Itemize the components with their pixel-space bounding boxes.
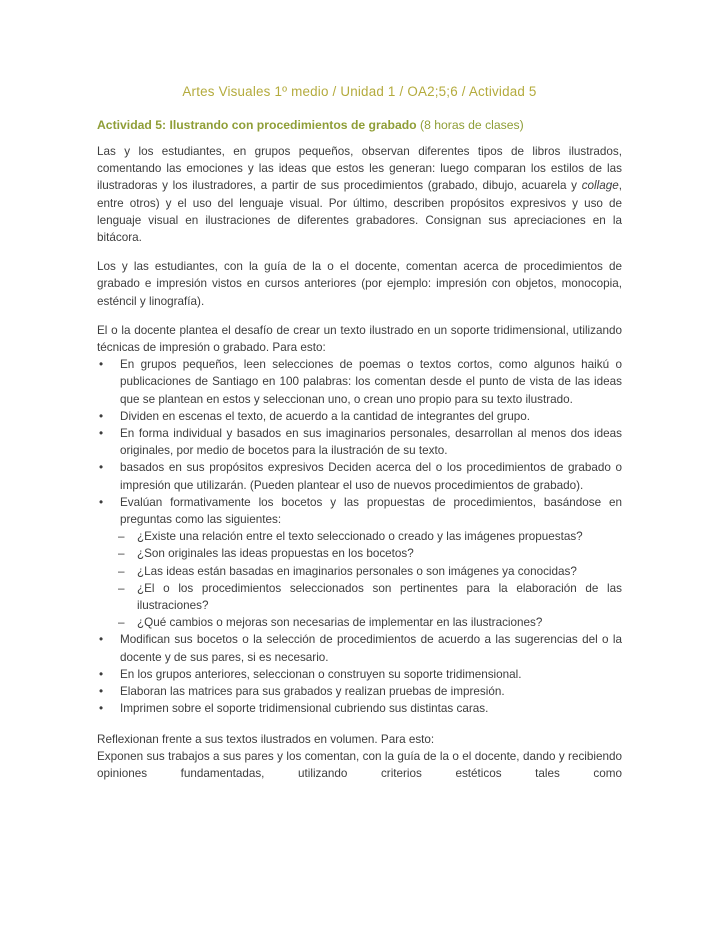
list-item-text: Modifican sus bocetos o la selección de procedimientos de acuerdo a las sugerencias del o la docente y de sus pares, si es necesario. [120,633,622,664]
list-item-text: En grupos pequeños, leen selecciones de poemas o textos cortos, como algunos haikú o publicaciones de Santiago en 100 palabras: los comentan desde el punto de vista de las ideas que se plantean en estos y seleccionan uno, o crean uno propio para su texto ilustrado. [120,358,622,406]
sub-list-item-text: ¿Qué cambios o mejoras son necesarias de implementar en las ilustraciones? [137,616,543,630]
bullet-marker: • [99,702,104,716]
closing-paragraph-expose: Exponen sus trabajos a sus pares y los comentan, con la guía de la o el docente, dando y recibiendo opiniones fundamentadas, utilizando criterios estéticos tales como [97,749,622,780]
activity-heading [97,118,622,132]
bullet-marker: • [99,427,104,441]
paragraph-prior-knowledge: Los y las estudiantes, con la guía de la o el docente, comentan acerca de procedimientos de grabado e impresión vistos en cursos anteriores (por ejemplo: impresión con objetos, monocopia, esténcil y linografía). [97,260,622,308]
bullet-list [97,356,622,717]
sub-list-item [118,563,622,580]
dash-marker: – [118,530,125,544]
document-title: Artes Visuales 1º medio / Unidad 1 / OA2;5;6 / Actividad 5 [182,84,537,99]
list-item-text: basados en sus propósitos expresivos Deciden acerca del o los procedimientos de grabado o impresión que utilizarán. (Pueden plantear el uso de nuevos procedimientos de grabado). [120,461,622,492]
paragraph-challenge: El o la docente plantea el desafío de crear un texto ilustrado en un soporte tridimensional, utilizando técnicas de impresión o grabado. Para esto: [97,323,622,355]
list-item-text: En los grupos anteriores, seleccionan o construyen su soporte tridimensional. [120,667,522,681]
bullet-marker: • [99,461,104,475]
dash-marker: – [118,581,125,595]
list-item [97,425,622,459]
sub-list-item [118,580,622,614]
sub-list-item [118,614,622,631]
sub-list-item [118,528,622,545]
list-item [97,408,622,425]
dash-marker: – [118,616,125,630]
list-item [97,356,622,408]
bullet-marker: • [99,633,104,647]
list-item [97,666,622,683]
sub-list-item-text: ¿El o los procedimientos seleccionados son pertinentes para la elaboración de las ilustraciones? [137,581,622,613]
list-item [97,459,622,493]
bullet-marker: • [99,685,104,699]
list-item-text: Imprimen sobre el soporte tridimensional cubriendo sus distintas caras. [120,702,489,716]
list-item [97,700,622,717]
list-item [97,683,622,700]
closing-paragraph-reflect: Reflexionan frente a sus textos ilustrados en volumen. Para esto: [97,732,435,746]
activity-hours: (8 horas de clases) [416,118,524,132]
sub-list-item [118,545,622,562]
list-item [97,631,622,665]
list-item-text: Evalúan formativamente los bocetos y las propuestas de procedimientos, basándose en preguntas como las siguientes: [120,495,622,527]
italic-word: collage [581,179,619,193]
sub-list-item-text: ¿Existe una relación entre el texto seleccionado o creado y las imágenes propuestas? [137,530,583,544]
activity-heading-label: Actividad 5: Ilustrando con procedimientos de grabado [97,118,417,132]
dash-marker: – [118,547,125,561]
bullet-marker: • [99,358,104,372]
list-item-text: Elaboran las matrices para sus grabados y realizan pruebas de impresión. [120,685,505,699]
sub-list-item-text: ¿Son originales las ideas propuestas en los bocetos? [137,547,414,561]
dash-marker: – [118,564,125,578]
list-item [97,494,622,528]
list-item-text: En forma individual y basados en sus imaginarios personales, desarrollan al menos dos ideas originales, por medio de bocetos para la ilustración de su texto. [120,427,622,458]
bullet-marker: • [99,409,104,423]
list-item-text: Dividen en escenas el texto, de acuerdo a la cantidad de integrantes del grupo. [120,409,530,423]
bullet-marker: • [99,495,104,509]
bullet-marker: • [99,667,104,681]
sub-list-item-text: ¿Las ideas están basadas en imaginarios personales o son imágenes ya conocidas? [137,564,577,578]
paragraph-intro: Las y los estudiantes, en grupos pequeños, observan diferentes tipos de libros ilustrados, comentando las emociones y las ideas que estos les generan: luego comparan los estilos de las ilustradoras y los ilustradores, a partir de sus procedimientos (grabado, dibujo, acuarela y collage, entre otros) y el uso del lenguaje visual. Por último, describen propósitos expresivos y uso de lenguaje visual en ilustraciones de diferentes grabadores. Consignan sus apreciaciones en la bitácora. [97,145,622,245]
